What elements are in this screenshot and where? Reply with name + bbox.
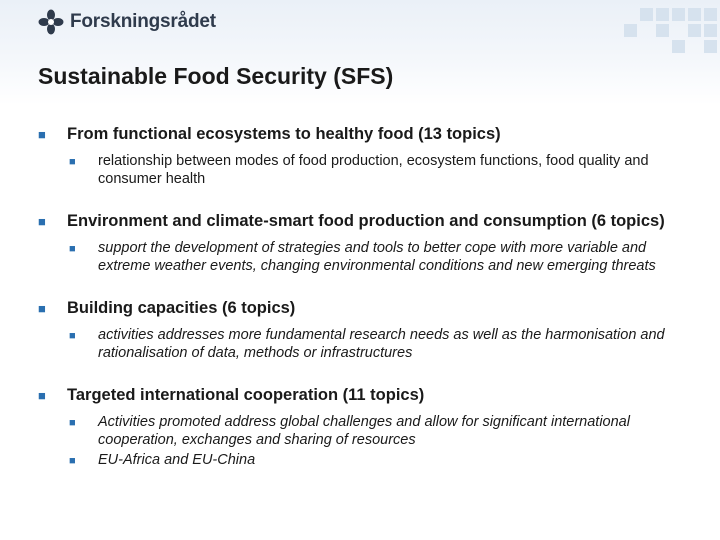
logo-text: Forskningsrådet [70, 11, 216, 32]
topic-heading: Environment and climate-smart food production and consumption (6 topics) [67, 212, 665, 230]
topic-heading: From functional ecosystems to healthy food (13 topics) [67, 125, 501, 143]
square-bullet-icon: ■ [69, 417, 76, 429]
square-bullet-icon: ■ [38, 127, 46, 142]
sub-text: relationship between modes of food production, ecosystem functions, food quality and consumer health [98, 153, 649, 187]
logo [38, 9, 216, 35]
sub-item [69, 451, 688, 469]
topic-heading: Building capacities (6 topics) [67, 299, 296, 317]
square-bullet-icon: ■ [38, 214, 46, 229]
sub-text: activities addresses more fundamental research needs as well as the harmonisation and rationalisation of data, methods or infrastructures [98, 327, 665, 361]
square-bullet-icon: ■ [69, 156, 76, 168]
sub-text: EU-Africa and EU-China [98, 452, 256, 468]
square-bullet-icon: ■ [69, 455, 76, 467]
square-bullet-icon: ■ [38, 301, 46, 316]
square-bullet-icon: ■ [69, 243, 76, 255]
decorative-tiles [560, 0, 720, 60]
topic-item [38, 298, 688, 362]
sub-item [69, 152, 688, 188]
slide-title: Sustainable Food Security (SFS) [38, 63, 394, 89]
sub-item [69, 239, 688, 275]
square-bullet-icon: ■ [69, 330, 76, 342]
topic-heading: Targeted international cooperation (11 topics) [67, 386, 425, 404]
topic-item [38, 211, 688, 275]
sub-item [69, 413, 688, 449]
sub-item [69, 326, 688, 362]
topic-item [38, 385, 688, 469]
topic-list [38, 124, 688, 492]
square-bullet-icon: ■ [38, 388, 46, 403]
topic-item [38, 124, 688, 188]
sub-text: support the development of strategies and tools to better cope with more variable and extreme weather events, changing environmental conditions and new emerging threats [98, 240, 656, 274]
sub-text: Activities promoted address global challenges and allow for significant international cooperation, exchanges and sharing of resources [98, 414, 630, 448]
flower-logo-icon [38, 9, 64, 35]
